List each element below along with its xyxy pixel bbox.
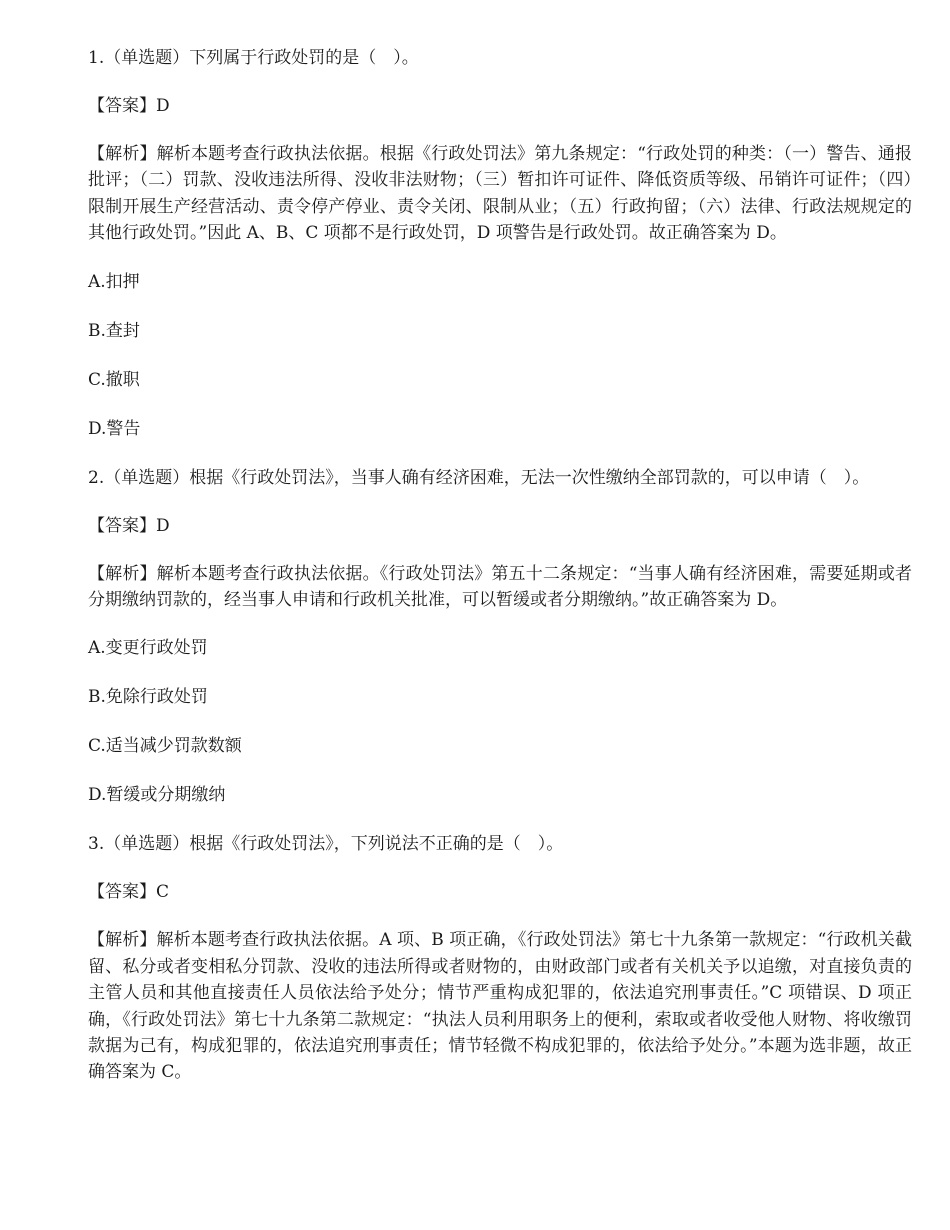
option-b: B.免除行政处罚 — [88, 687, 208, 708]
option-a: A.扣押 — [88, 271, 140, 292]
option-a: A.变更行政处罚 — [88, 638, 208, 659]
answer-line: 【答案】D — [88, 515, 170, 536]
analysis-paragraph: 【解析】解析本题考查行政执法依据。根据《行政处罚法》第九条规定：“行政处罚的种类：（一）警告、通报批评；（二）罚款、没收违法所得、没收非法财物；（三）暂扣许可证件、降低资质等级、吊销许可证件；（四）限制开展生产经营活动、责令停产停业、责令关闭、限制从业；（五）行政拘留；（六）法律、行政法规规定的其他行政处罚。”因此 A、B、C 项都不是行政处罚，D 项警告是行政处罚。故正确答案为 D。 — [88, 144, 912, 244]
answer-line: 【答案】D — [88, 96, 170, 116]
option-b: B.查封 — [88, 320, 140, 341]
analysis-paragraph: 【解析】解析本题考查行政执法依据。《行政处罚法》第五十二条规定：“当事人确有经济困难，需要延期或者分期缴纳罚款的，经当事人申请和行政机关批准，可以暂缓或者分期缴纳。”故正确答案为 D。 — [88, 563, 912, 611]
option-d: D.暂缓或分期缴纳 — [88, 785, 226, 806]
analysis-paragraph: 【解析】解析本题考查行政执法依据。A 项、B 项正确，《行政处罚法》第七十九条第一款规定：“行政机关截留、私分或者变相私分罚款、没收的违法所得或者财物的，由财政部门或者有关机关予以追缴，对直接负责的主管人员和其他直接责任人员依法给予处分；情节严重构成犯罪的，依法追究刑事责任。”C 项错误、D 项正确，《行政处罚法》第七十九条第二款规定：“执法人员利用职务上的便利，索取或者收受他人财物、将收缴罚款据为己有，构成犯罪的，依法追究刑事责任；情节轻微不构成犯罪的，依法给予处分。”本题为选非题，故正确答案为 C。 — [88, 930, 912, 1083]
option-c: C.适当减少罚款数额 — [88, 736, 242, 757]
question-stem: 2.（单选题）根据《行政处罚法》，当事人确有经济困难，无法一次性缴纳全部罚款的，可以申请（ ）。 — [88, 467, 870, 488]
question-1 — [88, 45, 912, 442]
option-d: D.警告 — [88, 418, 141, 439]
question-stem: 3.（单选题）根据《行政处罚法》，下列说法不正确的是（ ）。 — [88, 834, 564, 855]
answer-line: 【答案】C — [88, 882, 170, 903]
question-stem: 1.（单选题）下列属于行政处罚的是（ ）。 — [88, 48, 419, 68]
question-3 — [88, 831, 912, 1085]
option-c: C.撤职 — [88, 369, 140, 390]
question-2 — [88, 465, 912, 809]
